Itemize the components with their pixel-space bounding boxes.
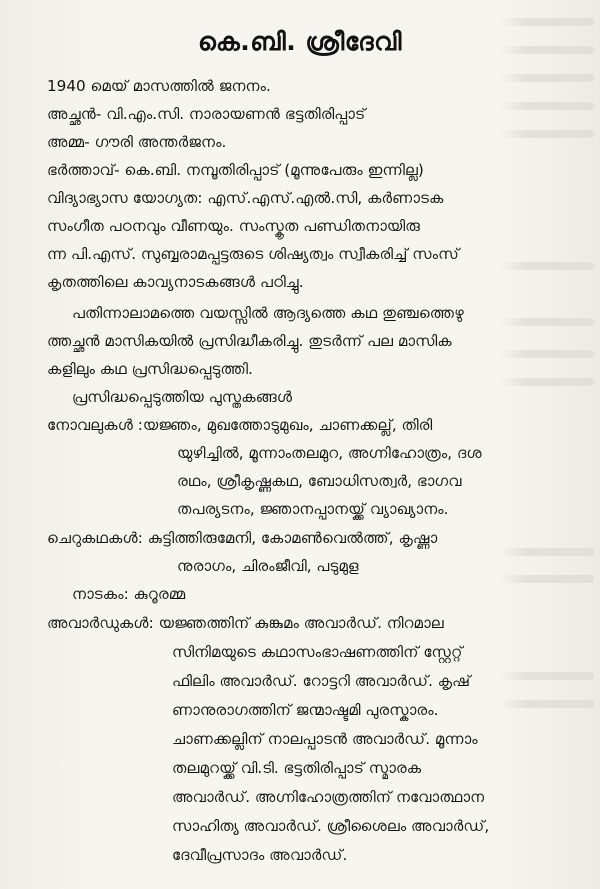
awards-line-6: തലമുറയ്ക്ക് വി.ടി. ഭട്ടതിരിപ്പാട് സ്മാരക: [172, 759, 422, 777]
bleed-through-line: [499, 700, 594, 708]
stories-line-2: നുരാഗം, ചിരംജീവി, പടുമുള: [177, 557, 359, 575]
novels-line-4: തപര്യടനം, ജ്ഞാനപ്പാനയ്ക്ക് വ്യാഖ്യാനം.: [177, 500, 449, 518]
awards-line-7: അവാർഡ്. അഗ്നിഹോത്രത്തിന് നവോത്ഥാന: [172, 788, 485, 806]
bleed-through-line: [499, 318, 594, 326]
bleed-through-line: [499, 262, 594, 270]
novels-line-3: രഥം, ശ്രീകൃഷ്ണകഥ, ബോധിസത്വർ, ഭാഗവ: [177, 472, 462, 490]
books-heading: പ്രസിദ്ധപ്പെടുത്തിയ പുസ്തകങ്ങൾ: [72, 388, 293, 406]
bleed-through-line: [499, 130, 594, 138]
education-line-1: വിദ്യാഭ്യാസ യോഗ്യത: എസ്.എസ്.എൽ.സി, കർണാടക: [47, 189, 444, 207]
education-line-2: സംഗീത പഠനവും വീണയും. സംസ്കൃത പണ്ഡിതനായിരു: [47, 217, 421, 235]
bleed-through-line: [499, 548, 594, 556]
awards-line-1: അവാർഡുകൾ: യജ്ഞത്തിന് കുങ്കുമം അവാർഡ്. നിറമാല: [47, 614, 444, 632]
father-line: അച്ഛൻ- വി.എം.സി. നാരായണൻ ഭട്ടതിരിപ്പാട്: [47, 105, 366, 123]
awards-line-3: ഫിലിം അവാർഡ്. റോട്ടറി അവാർഡ്. കൃഷ്: [172, 672, 471, 690]
bleed-through-line: [499, 18, 594, 26]
career-line-2: ത്തച്ഛൻ മാസികയിൽ പ്രസിദ്ധീകരിച്ചു. തുടർന്ന് പല മാസിക: [47, 332, 452, 350]
stories-line-1: ചെറുകഥകൾ: കുട്ടിത്തിരുമേനി, കോമൺവെൽത്ത്, കൃഷ്ണാ: [47, 529, 438, 547]
awards-line-9: ദേവീപ്രസാദം അവാർഡ്.: [172, 846, 348, 864]
awards-line-5: ചാണക്കല്ലിന് നാലപ്പാടൻ അവാർഡ്. മൂന്നാം: [172, 730, 478, 748]
novels-line-2: യുഴിച്ചിൽ, മൂന്നാംതലമുറ, അഗ്നിഹോത്രം, ദശ: [177, 444, 482, 462]
birth-line: 1940 മെയ് മാസത്തിൽ ജനനം.: [47, 77, 271, 95]
education-line-4: കൃതത്തിലെ കാവ്യനാടകങ്ങൾ പഠിച്ചു.: [47, 273, 304, 291]
husband-line: ഭർത്താവ്- കെ.ബി. നമ്പൂതിരിപ്പാട് (മൂന്നുപേരും ഇന്നില്ല): [47, 161, 424, 179]
bleed-through-line: [499, 575, 594, 583]
page-title: കെ.ബി. ശ്രീദേവി: [198, 27, 402, 56]
bleed-through-line: [499, 350, 594, 358]
bleed-through-line: [499, 102, 594, 110]
bleed-through-line: [499, 74, 594, 82]
bleed-through-line: [499, 378, 594, 386]
awards-line-8: സാഹിത്യ അവാർഡ്. ശ്രീശൈലം അവാർഡ്,: [172, 817, 490, 835]
drama-line: നാടകം: കുറൂരമ്മ: [72, 585, 186, 603]
career-line-3: കളിലും കഥ പ്രസിദ്ധപ്പെടുത്തി.: [47, 360, 253, 378]
education-line-3: ന്ന പി.എസ്. സുബ്ബരാമപ്പട്ടരുടെ ശിഷ്യത്വം സ്വീകരിച്ച് സംസ്: [47, 245, 459, 263]
awards-line-4: ണാനുരാഗത്തിന് ജന്മാഷ്ടമി പുരസ്കാരം.: [172, 701, 439, 719]
bleed-through-line: [499, 672, 594, 680]
novels-line-1: നോവലുകൾ :യജ്ഞം, മുഖത്തോടുമുഖം, ചാണക്കല്ല്, തിരി: [47, 416, 433, 434]
awards-line-2: സിനിമയുടെ കഥാസംഭാഷണത്തിന് സ്റ്റേറ്റ്: [172, 643, 463, 661]
mother-line: അമ്മ- ഗൗരി അന്തർജനം.: [47, 133, 227, 151]
career-line-1: പതിന്നാലാമത്തെ വയസ്സിൽ ആദ്യത്തെ കഥ തുഞ്ചത്തെഴു: [72, 304, 464, 322]
